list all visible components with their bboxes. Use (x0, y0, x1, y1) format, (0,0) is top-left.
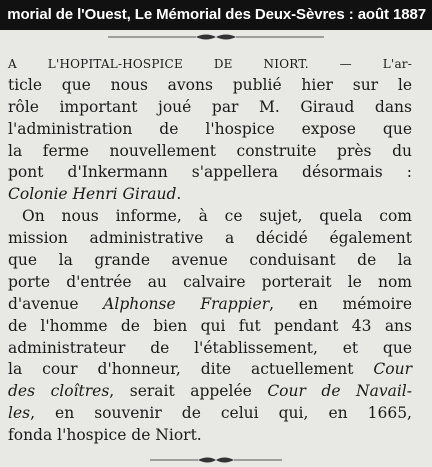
article-line (8, 316, 412, 338)
article-text: la ferme nouvellement construite près du (8, 141, 412, 160)
article-text: , en souvenir de celui qui, en 1665, (30, 404, 412, 423)
article-line (8, 141, 412, 163)
article-text: . (176, 185, 182, 204)
italic-text: Colonie Henri Giraud (8, 185, 177, 204)
article-line (8, 162, 412, 184)
window-title-bar (0, 0, 432, 30)
article-text: que la grande avenue conduisant de la (8, 251, 412, 270)
article-body (8, 53, 412, 447)
article-text: porte d'entrée au calvaire porterait le nom (8, 272, 412, 291)
article-line (8, 425, 412, 447)
article-line (8, 119, 412, 141)
article-text: d'avenue (8, 294, 104, 313)
italic-text: Cour de Navail- (267, 382, 412, 401)
article-line (8, 272, 412, 294)
article-line (8, 184, 412, 206)
article-text: de l'homme de bien qui fut pendant 43 ans (8, 316, 412, 335)
article-line (8, 338, 412, 360)
article-text: la cour d'honneur, dite actuellement (8, 360, 374, 379)
article-text: l'administration de l'hospice expose que (8, 119, 412, 138)
article-text: , serait appelée (109, 382, 268, 401)
article-text: administrateur de l'établissement, et que (8, 338, 412, 357)
top-ornament-rule (0, 32, 432, 42)
article-text: On nous informe, à ce sujet, quela com (22, 207, 412, 226)
article-line (8, 250, 412, 272)
article-line (8, 53, 412, 75)
article-text: ticle que nous avons publié hier sur le (8, 75, 412, 94)
article-line (8, 75, 412, 97)
article-line (8, 359, 412, 381)
article-text: pont d'Inkermann s'appellera désormais : (8, 163, 412, 182)
bottom-ornament-rule (0, 455, 432, 465)
article-line (8, 97, 412, 119)
article-line (8, 206, 412, 228)
italic-text: Alphonse Frappier (103, 294, 270, 313)
article-text: mission administrative a décidé également (8, 229, 412, 248)
article-line (8, 403, 412, 425)
article-line (8, 228, 412, 250)
italic-text: les (8, 404, 31, 423)
article-text: A L'HOPITAL-HOSPICE DE NIORT. — L'ar- (8, 57, 412, 71)
window-title: morial de l'Ouest, Le Mémorial des Deux-Sèvres : août 1887 (7, 6, 426, 23)
article-line (8, 294, 412, 316)
italic-text: Cour (373, 360, 412, 379)
article-text: rôle important joué par M. Giraud dans (8, 97, 412, 116)
italic-text: des cloîtres (8, 382, 110, 401)
newspaper-scan (0, 30, 432, 467)
article-line (8, 381, 412, 403)
article-text: fonda l'hospice de Niort. (8, 426, 202, 445)
article-text: , en mémoire (269, 294, 413, 313)
